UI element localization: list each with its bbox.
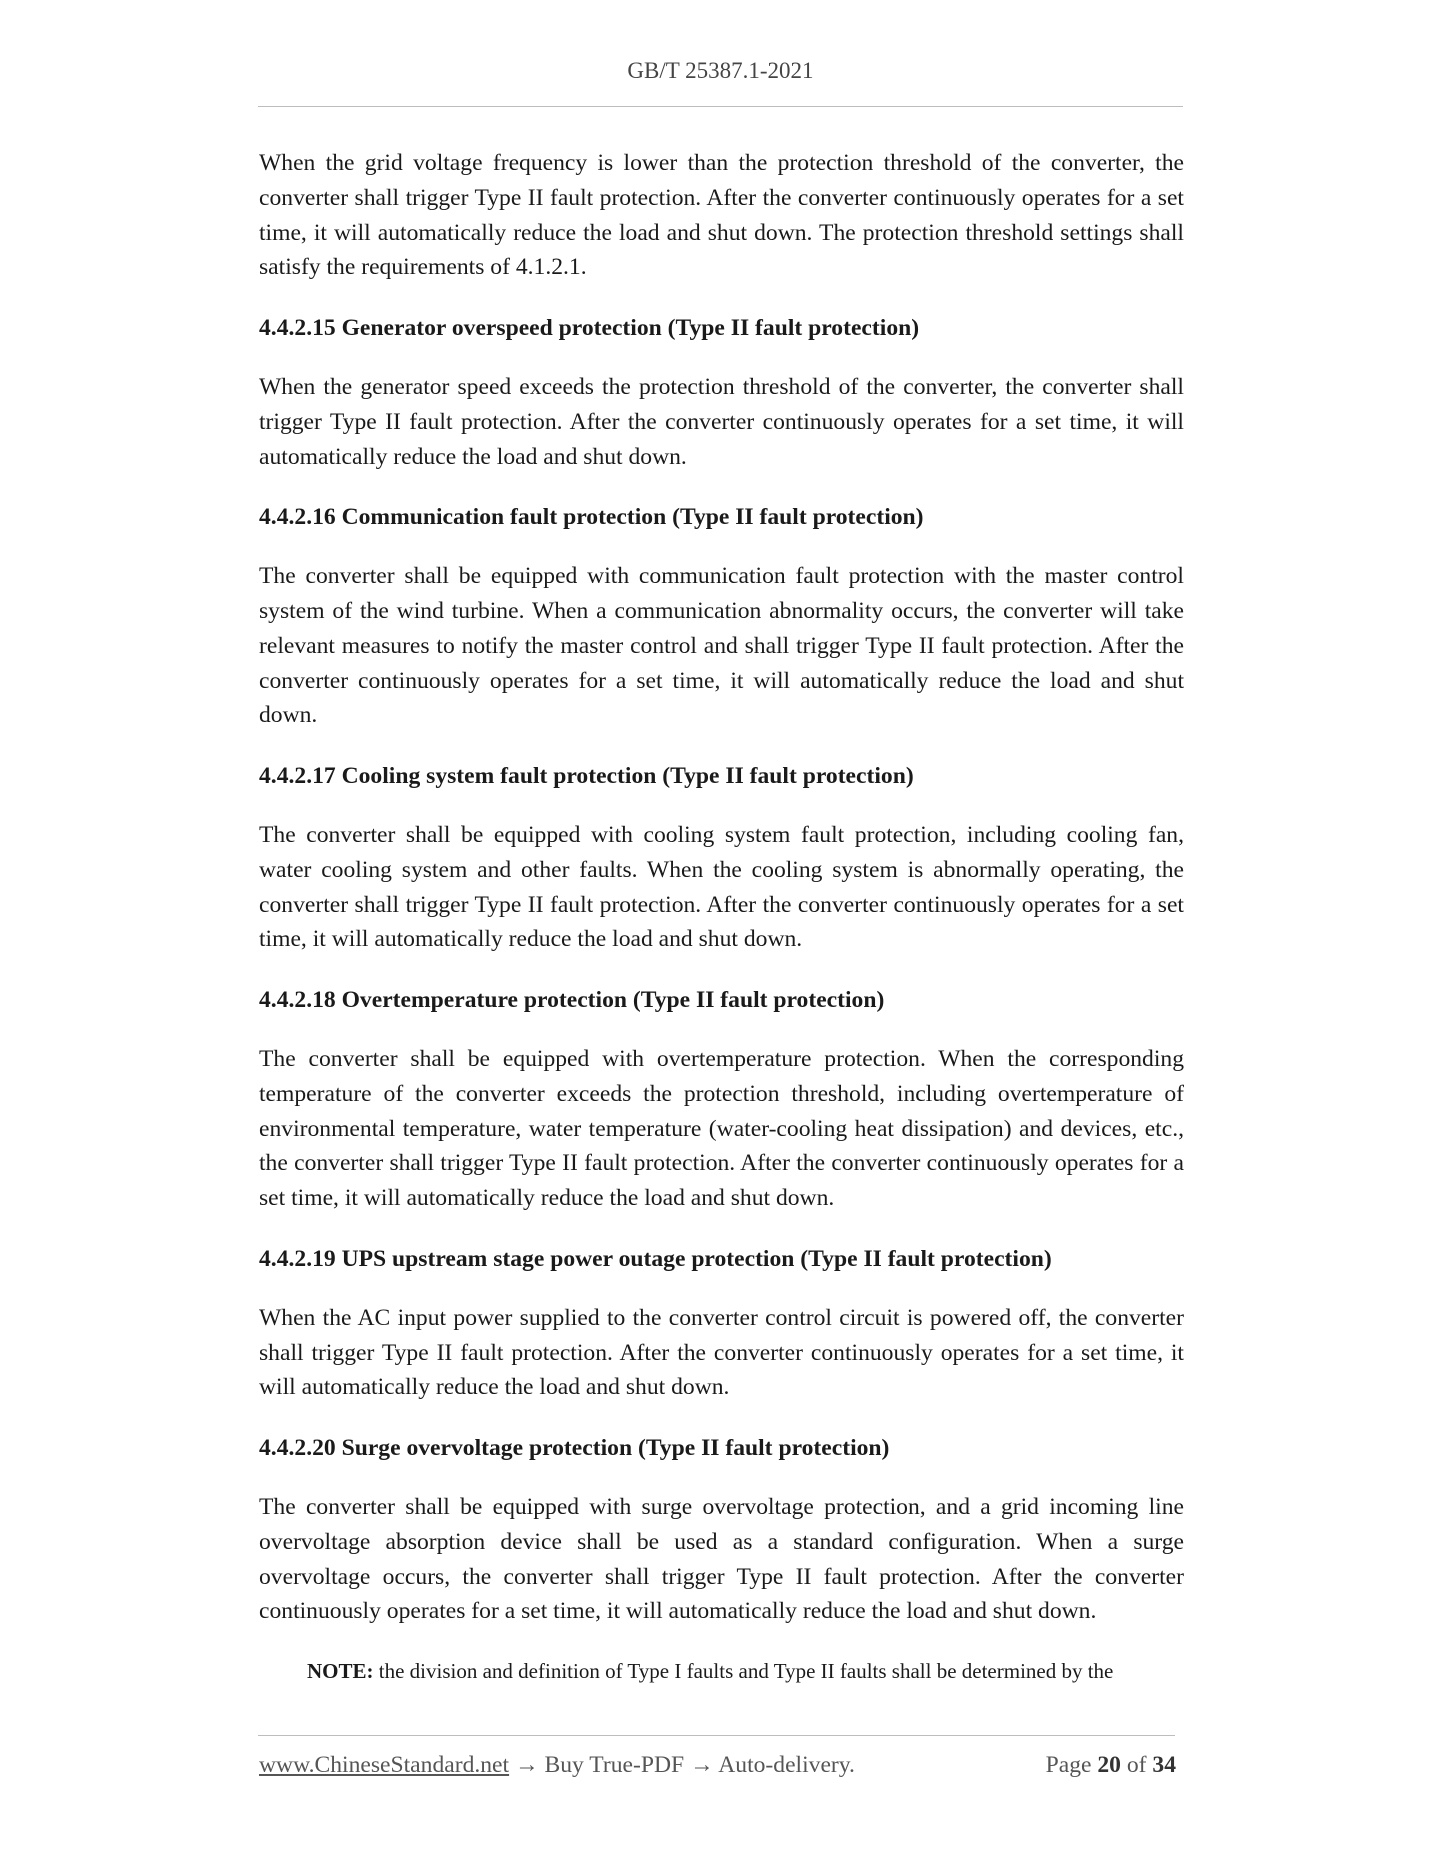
paragraph: The converter shall be equipped with cooling system fault protection, including cooling fan, water cooling system and other faults. When the cooling system is abnormally operating, the converter shall trigger Type II fault protection. After the converter continuously operates for a set time, it will automatically reduce the load and shut down. xyxy=(259,821,1184,953)
paragraph: When the AC input power supplied to the converter control circuit is powered off, the converter shall trigger Type II fault protection. After the converter continuously operates for a set time, it will automatically reduce the load and shut down. xyxy=(259,1304,1184,1401)
auto-delivery-text: Auto-delivery. xyxy=(718,1752,855,1778)
paragraph: The converter shall be equipped with overtemperature protection. When the corresponding temperature of the converter exceeds the protection threshold, including overtemperature of environmental temperature, water temperature (water-cooling heat dissipation) and devices, etc., the converter shall trigger Type II fault protection. After the converter continuously operates for a set time, it will automatically reduce the load and shut down. xyxy=(259,1045,1184,1212)
arrow-icon: → xyxy=(684,1752,719,1778)
paragraph: When the generator speed exceeds the protection threshold of the converter, the converter shall trigger Type II fault protection. After the converter continuously operates for a set time, it will automatically reduce the load and shut down. xyxy=(259,373,1184,470)
note-text: the division and definition of Type I faults and Type II faults shall be determined by the xyxy=(373,1659,1114,1684)
paragraph: The converter shall be equipped with surge overvoltage protection, and a grid incoming line overvoltage absorption device shall be used as a standard configuration. When a surge overvoltage occurs, the converter shall trigger Type II fault protection. After the converter continuously operates for a set time, it will automatically reduce the load and shut down. xyxy=(259,1493,1184,1625)
footer-divider xyxy=(258,1735,1175,1736)
section-heading-4-4-2-18: 4.4.2.18 Overtemperature protection (Type II fault protection) xyxy=(259,987,885,1014)
note xyxy=(259,1655,1184,1687)
current-page: 20 xyxy=(1097,1752,1121,1778)
footer-promo xyxy=(259,1752,855,1779)
paragraph: When the grid voltage frequency is lower than the protection threshold of the converter, the converter shall trigger Type II fault protection. After the converter continuously operates for a set time, it will automatically reduce the load and shut down. The protection threshold settings shall satisfy the requirements of 4.1.2.1. xyxy=(259,150,1184,281)
section-heading-4-4-2-17: 4.4.2.17 Cooling system fault protection (Type II fault protection) xyxy=(259,763,914,790)
page-content xyxy=(259,146,1184,1687)
section-heading-4-4-2-16: 4.4.2.16 Communication fault protection (Type II fault protection) xyxy=(259,504,924,531)
section-heading-4-4-2-19: 4.4.2.19 UPS upstream stage power outage protection (Type II fault protection) xyxy=(259,1245,1052,1272)
section-heading-4-4-2-20: 4.4.2.20 Surge overvoltage protection (Type II fault protection) xyxy=(259,1435,890,1462)
total-pages: 34 xyxy=(1152,1752,1176,1778)
header-divider xyxy=(258,106,1183,107)
document-header xyxy=(258,58,1183,84)
document-id: GB/T 25387.1-2021 xyxy=(627,58,814,83)
buy-pdf-text: Buy True-PDF xyxy=(544,1752,685,1778)
section-heading-4-4-2-15: 4.4.2.15 Generator overspeed protection (Type II fault protection) xyxy=(259,315,920,342)
page-number xyxy=(1046,1752,1176,1779)
arrow-icon: → xyxy=(509,1752,545,1778)
of-label: of xyxy=(1120,1752,1153,1778)
paragraph: The converter shall be equipped with communication fault protection with the master control system of the wind turbine. When a communication abnormality occurs, the converter will take relevant measures to notify the master control and shall trigger Type II fault protection. After the converter continuously operates for a set time, it will automatically reduce the load and shut down. xyxy=(259,563,1184,729)
page-label: Page xyxy=(1045,1752,1098,1778)
note-label: NOTE: xyxy=(307,1659,374,1684)
website-link[interactable]: www.ChineseStandard.net xyxy=(259,1752,510,1778)
